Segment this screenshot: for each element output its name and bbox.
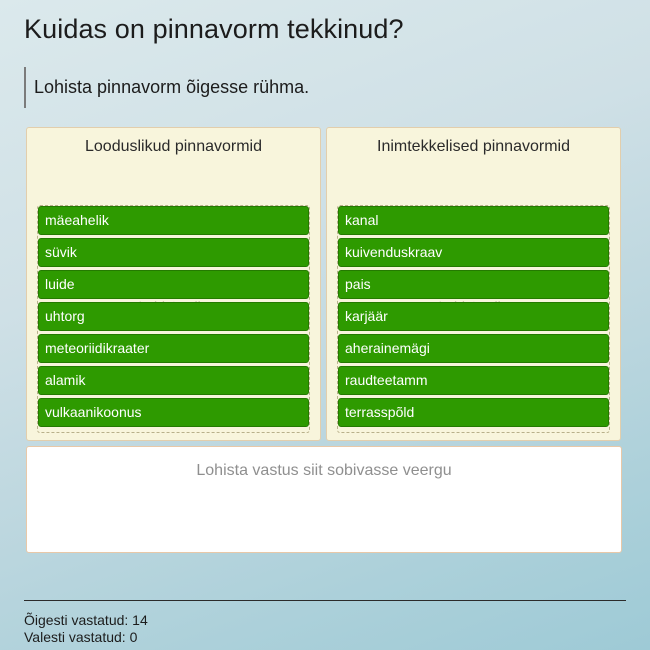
correct-answers-count: Õigesti vastatud: 14 [24, 612, 148, 628]
drag-item-luide[interactable]: luide [38, 270, 309, 299]
answer-source-hint: Lohista vastus siit sobivasse veergu [196, 462, 452, 479]
drag-item-pais[interactable]: pais [338, 270, 609, 299]
drag-item-suvik[interactable]: süvik [38, 238, 309, 267]
column-header-manmade: Inimtekkelised pinnavormid [377, 138, 570, 155]
score-summary [24, 612, 148, 646]
column-manmade-landforms[interactable] [326, 127, 621, 441]
drag-item-uhtorg[interactable]: uhtorg [38, 302, 309, 331]
drag-item-kuivenduskraav[interactable]: kuivenduskraav [338, 238, 609, 267]
answer-source-area[interactable] [26, 446, 622, 553]
drag-item-raudteetamm[interactable]: raudteetamm [338, 366, 609, 395]
drag-item-terrasspold[interactable]: terrasspõld [338, 398, 609, 427]
drag-item-aherainemagi[interactable]: aherainemägi [338, 334, 609, 363]
page-title: Kuidas on pinnavorm tekkinud? [24, 14, 404, 44]
drag-item-vulkaanikoonus[interactable]: vulkaanikoonus [38, 398, 309, 427]
divider [24, 600, 626, 601]
instruction-text: Lohista pinnavorm õigesse rühma. [24, 67, 424, 108]
wrong-answers-count: Valesti vastatud: 0 [24, 629, 138, 645]
drag-item-alamik[interactable]: alamik [38, 366, 309, 395]
drag-item-meteoriidikraater[interactable]: meteoriidikraater [38, 334, 309, 363]
drag-item-kanal[interactable]: kanal [338, 206, 609, 235]
drag-item-karjaar[interactable]: karjäär [338, 302, 609, 331]
column-header-natural: Looduslikud pinnavormid [85, 138, 262, 155]
column-natural-landforms[interactable] [26, 127, 321, 441]
drag-item-maeahelik[interactable]: mäeahelik [38, 206, 309, 235]
